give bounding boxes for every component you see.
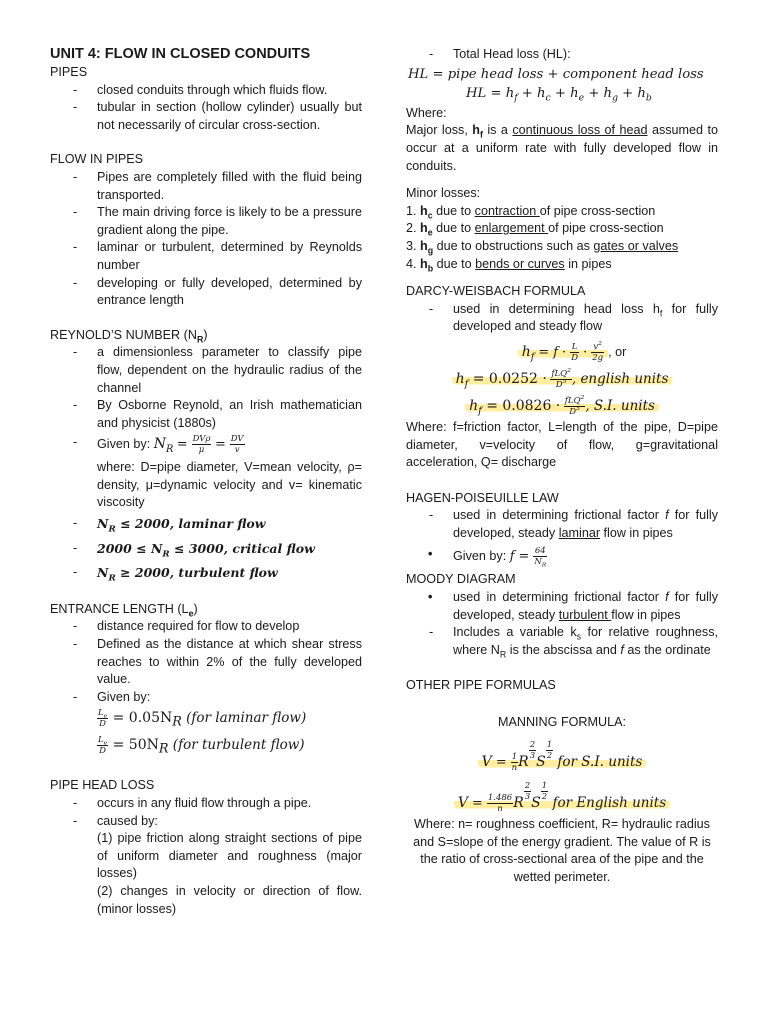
moody-list: [406, 589, 718, 624]
list-item: - By Osborne Reynold, an Irish mathematician and physicist (1880s): [50, 397, 362, 432]
flow-list: [50, 169, 362, 310]
headloss-cause-2: (2) changes in velocity or direction of flow. (minor losses): [97, 883, 362, 916]
pipes-heading: PIPES: [50, 65, 88, 79]
hagen-list: [406, 507, 718, 542]
list-item: - laminar or turbulent, determined by Reynolds number: [50, 239, 362, 274]
list-item: - distance required for flow to develop: [50, 618, 362, 636]
entrance-eq-turbulent: $\frac{L_e}{D}$ = $50N_R$ (for turbulent flow): [98, 735, 305, 757]
total-eq-1: HL = pipe head loss + component head loss: [408, 66, 704, 82]
minor-loss-list: [406, 203, 718, 273]
entrance-heading: ENTRANCE LENGTH $(L_e)$: [50, 601, 198, 619]
right-column: [406, 46, 718, 886]
reynolds-where: where: D=pipe diameter, V=mean velocity, ρ= density, μ=dynamic velocity and v= kinematic viscosity: [97, 460, 362, 510]
list-item: - $N_R \ge 2000$, turbulent flow: [50, 564, 362, 583]
list-item: - $N_R \le 2000$, laminar flow: [50, 515, 362, 534]
reynolds-heading: REYNOLD’S NUMBER $(N_R)$: [50, 327, 208, 345]
reynolds-ranges: [50, 515, 362, 583]
darcy-eq-1: $h_f = f$ · $\frac{L}{D}$ · $\frac{v^2}{2g}$ , or: [406, 342, 718, 363]
list-item: - Defined as the distance at which shear stress reaches to within 2% of the fully developed value.: [50, 636, 362, 689]
list-item: - The main driving force is likely to be a pressure gradient along the pipe.: [50, 204, 362, 239]
where-label: Where:: [406, 105, 447, 120]
manning-eq-english: V = $\frac{1.486}{n}$ R $\frac{2}{3}$ S $\frac{1}{2}$ for English units: [406, 781, 718, 814]
list-item: - used in determining frictional factor f for fully developed, steady laminar flow in pipes: [406, 507, 718, 542]
moody-list-2: [406, 624, 718, 659]
list-item: • used in determining frictional factor f for fully developed, steady turbulent flow in pipes: [406, 589, 718, 624]
list-item: - developing or fully developed, determined by entrance length: [50, 275, 362, 310]
list-item: - used in determining head loss $h_f$ for fully developed and steady flow: [406, 301, 718, 336]
darcy-list: [406, 301, 718, 336]
list-item: - tubular in section (hollow cylinder) usually but not necessarily of circular cross-section.: [50, 99, 362, 134]
entrance-list: [50, 618, 362, 706]
hagen-given: [406, 546, 718, 570]
page-title: UNIT 4: FLOW IN CLOSED CONDUITS: [50, 46, 311, 62]
moody-heading: MOODY DIAGRAM: [406, 572, 516, 587]
list-item: - closed conduits through which fluids flow.: [50, 82, 362, 100]
darcy-where: Where: f=friction factor, L=length of the pipe, D=pipe diameter, v=velocity of flow, g=gravitational acceleration, Q= discharge: [406, 419, 718, 470]
total-list: [406, 46, 718, 64]
list-item: - Pipes are completely filled with the fluid being transported.: [50, 169, 362, 204]
list-item: - $2000 \le N_R \le 3000$, critical flow: [50, 540, 362, 559]
entrance-eq-laminar: $\frac{L_e}{D}$ = $0.05N_R$ (for laminar flow): [98, 708, 307, 730]
hagen-heading: HAGEN-POISEUILLE LAW: [406, 490, 559, 505]
list-item: - Total Head loss (HL):: [406, 46, 718, 64]
list-item: 3. $h_g$ due to obstructions such as gates or valves: [406, 238, 679, 256]
reynolds-formula: - Given by: $N_R$ = $\frac{\text{DVρ}}{\mu}$ = $\frac{DV}{v}$: [50, 434, 362, 455]
list-item: - Includes a variable $k_s$ for relative roughness, where $N_R$ is the abscissa and f as the ordinate: [406, 624, 718, 659]
major-loss-text: Major loss, $h_f$ is a continuous loss of head assumed to occur at a uniform rate with fully developed flow in conduits.: [406, 123, 719, 173]
list-item: - occurs in any fluid flow through a pipe.: [50, 795, 362, 813]
manning-label: MANNING FORMULA:: [497, 715, 627, 730]
darcy-eq-2: $h_f = 0.0252$ · $\frac{fLQ^2}{D^5}$ , english units: [406, 369, 718, 390]
headloss-list: [50, 795, 362, 830]
total-eq-2: HL = $h_f + h_c + h_e + h_g + h_b$: [466, 86, 652, 104]
darcy-eq-3: $h_f = 0.0826$ · $\frac{fLQ^2}{D^5}$ , S.I. units: [406, 396, 718, 417]
list-item: 2. $h_e$ due to enlargement of pipe cross-section: [406, 221, 664, 238]
headloss-cause-1: (1) pipe friction along straight sections of pipe of uniform diameter and roughness (major losses): [97, 831, 362, 881]
list-item: 1. $h_c$ due to contraction of pipe cross-section: [406, 203, 656, 221]
list-item: - Given by:: [50, 689, 362, 707]
headloss-heading: PIPE HEAD LOSS: [50, 778, 155, 793]
minor-label: Minor losses:: [406, 186, 481, 201]
reynolds-list: [50, 344, 362, 455]
manning-eq-si: V = $\frac{1}{n}$ R $\frac{2}{3}$ S $\frac{1}{2}$ for S.I. units: [406, 740, 718, 773]
left-column: [50, 44, 362, 918]
pipes-list: [50, 82, 362, 135]
list-item: - a dimensionless parameter to classify pipe flow, dependent on the hydraulic radius of the channel: [50, 344, 362, 397]
list-item: - caused by:: [50, 813, 362, 831]
list-item: 4. $h_b$ due to bends or curves in pipes: [406, 256, 612, 274]
flow-heading: FLOW IN PIPES: [50, 152, 144, 167]
list-item: • Given by: f = $\frac{64}{N_R}$: [406, 546, 718, 567]
manning-where: Where: n= roughness coefficient, R= hydraulic radius and S=slope of the energy gradient. The value of R is the ratio of cross-sectional area of the pipe and the wetted perimeter.: [413, 816, 711, 884]
darcy-heading: DARCY-WEISBACH FORMULA: [406, 284, 586, 299]
other-heading: OTHER PIPE FORMULAS: [406, 678, 556, 693]
